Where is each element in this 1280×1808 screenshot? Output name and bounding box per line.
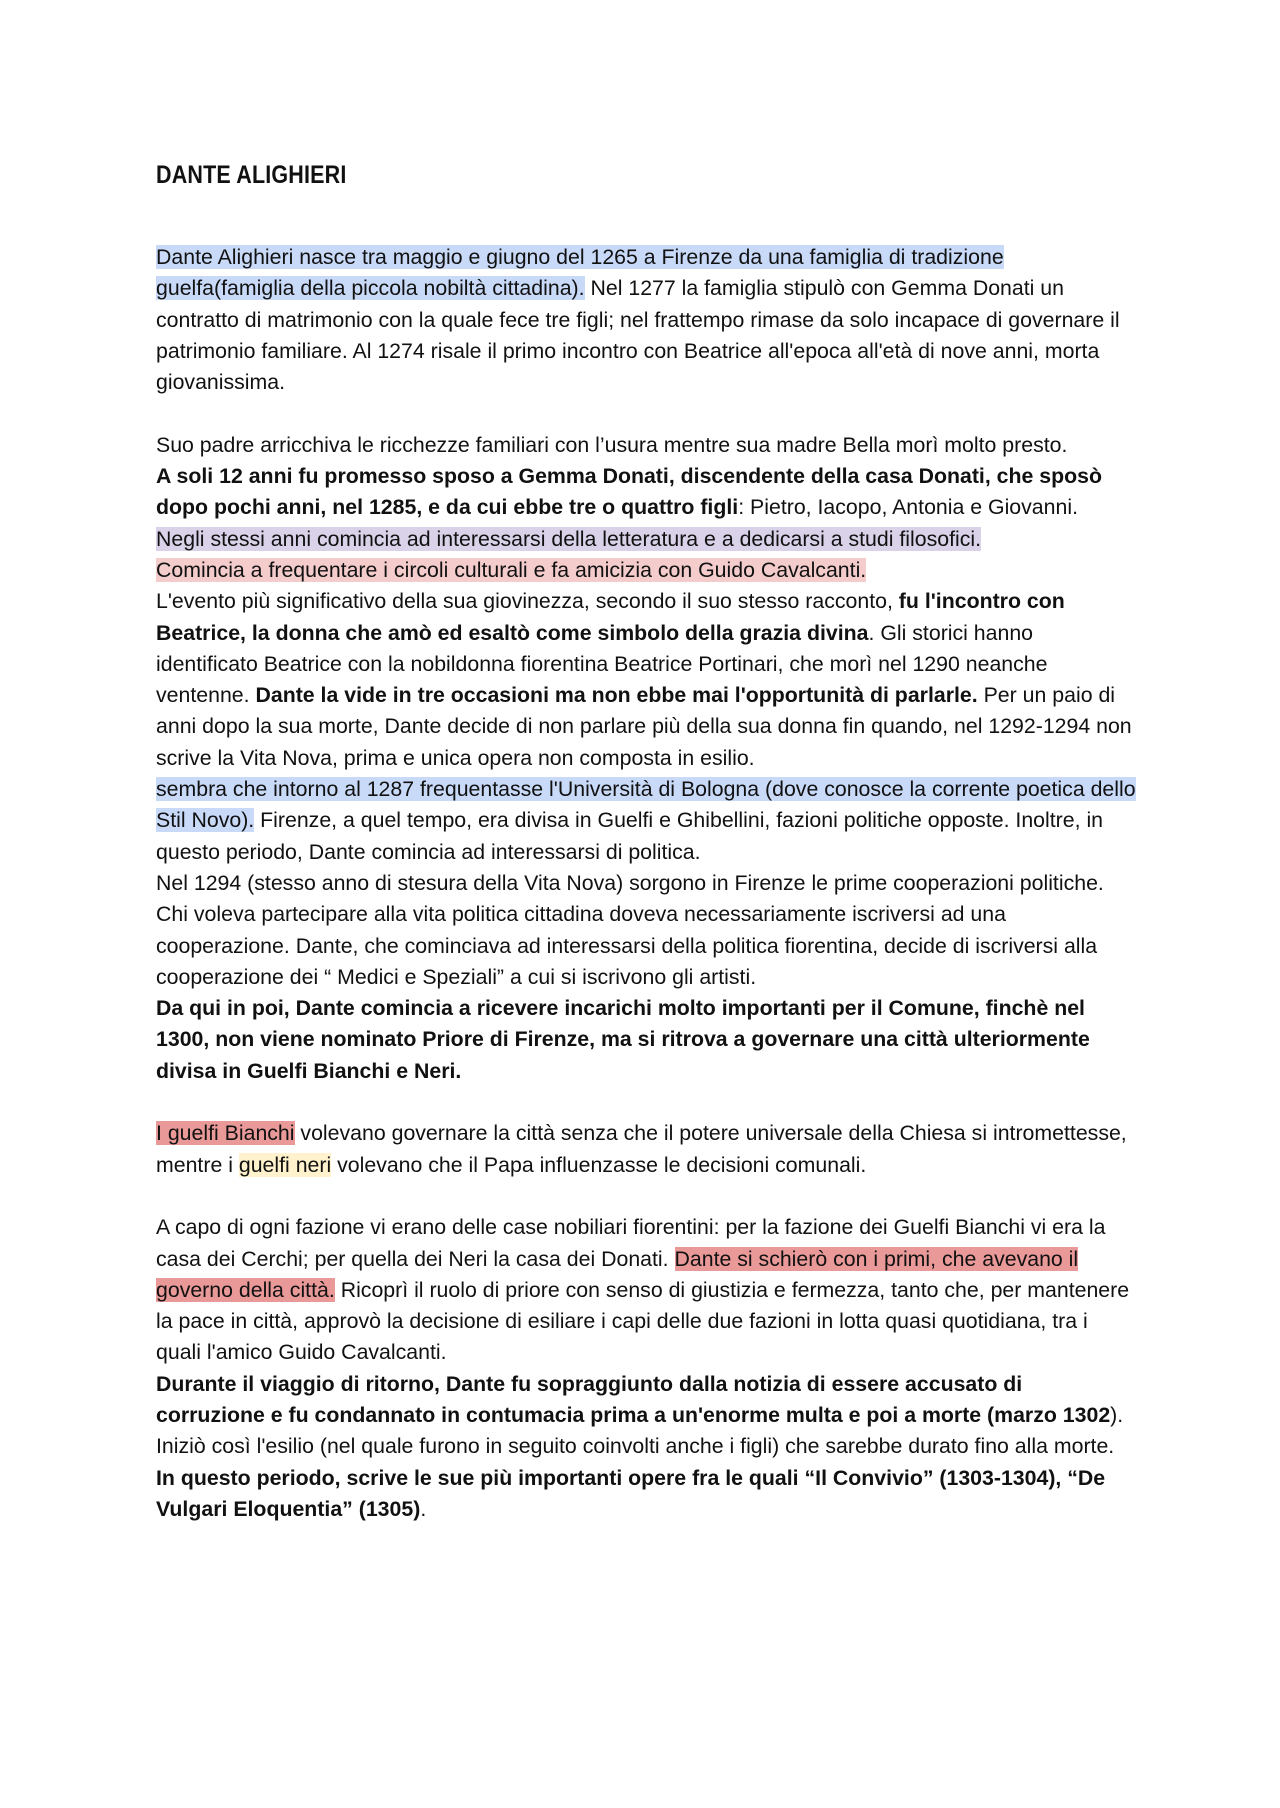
body-text: ). Iniziò così l'esilio (nel quale furono in seguito coinvolti anche i figli) che sarebbe durato fino alla morte. xyxy=(156,1402,1124,1459)
bold-text: In questo periodo, scrive le sue più importanti opere fra le quali “Il Convivio” (1303-1304), “De Vulgari Eloquentia” (1305) xyxy=(156,1465,1106,1521)
body-text: volevano governare la città senza che il potere universale della Chiesa si intromettesse, mentre i xyxy=(156,1121,1127,1177)
bold-text: A soli 12 anni fu promesso sposo a Gemma Donati, discendente della casa Donati, che sposò dopo pochi anni, nel 1285, e da cui ebbe tre o quattro figli xyxy=(156,464,1102,520)
highlight-red-text: Dante si schierò con i primi, che avevano il governo della città. xyxy=(156,1246,1079,1302)
highlight-red-text: I guelfi Bianchi xyxy=(156,1121,295,1146)
body-text: Nel 1277 la famiglia stipulò con Gemma Donati un contratto di matrimonio con la quale fece tre figli; nel frattempo rimase da solo incapace di governare il patrimonio familiare. Al 1274 risale il primo incontro con Beatrice all'epoca all'età di nove anni, morta giovanissima. xyxy=(156,276,1120,395)
body-text: Nel 1294 (stesso anno di stesura della Vita Nova) sorgono in Firenze le prime cooperazioni politiche. Chi voleva partecipare alla vita politica cittadina doveva necessariamente iscriversi ad una cooperazione. Dante, che cominciava ad interessarsi della politica fiorentina, decide di iscriversi alla cooperazione dei “ Medici e Speziali” a cui si iscrivono gli artisti. xyxy=(156,870,1104,989)
body-text: volevano che il Papa influenzasse le decisioni comunali. xyxy=(331,1152,867,1177)
paragraph-gap xyxy=(156,398,1136,429)
highlight-pink-text: Comincia a frequentare i circoli culturali e fa amicizia con Guido Cavalcanti. xyxy=(156,557,867,582)
body-text: Per un paio di anni dopo la sua morte, Dante decide di non parlare più della sua donna fin quando, nel 1292-1294 non scrive la Vita Nova, prima e unica opera non composta in esilio. xyxy=(156,683,1132,770)
paragraph-birth xyxy=(156,242,1136,398)
body-text: L'evento più significativo della sua giovinezza, secondo il suo stesso racconto, xyxy=(156,589,899,614)
body-text: . Gli storici hanno identificato Beatrice con la nobildonna fiorentina Beatrice Portinari, che morì nel 1290 neanche ventenne. xyxy=(156,620,1048,708)
bold-text: Dante la vide in tre occasioni ma non ebbe mai l'opportunità di parlarle. xyxy=(255,683,978,708)
highlight-yellow-text: guelfi neri xyxy=(238,1152,332,1177)
body-text: Suo padre arricchiva le ricchezze familiari con l’usura mentre sua madre Bella morì molto presto. xyxy=(156,432,1068,457)
paragraph-exile xyxy=(156,1212,1136,1525)
body-text: A capo di ogni fazione vi erano delle case nobiliari fiorentini: per la fazione dei Guelfi Bianchi vi era la casa dei Cerchi; per quella dei Neri la casa dei Donati. xyxy=(156,1215,1106,1271)
body-text: : Pietro, Iacopo, Antonia e Giovanni. xyxy=(738,495,1078,520)
page-title: DANTE ALIGHIERI xyxy=(156,161,347,189)
highlight-lavender-text: Negli stessi anni comincia ad interessarsi della letteratura e a dedicarsi a studi filosofici. xyxy=(156,526,982,551)
bold-text: Da qui in poi, Dante comincia a ricevere incarichi molto importanti per il Comune, finchè nel 1300, non viene nominato Priore di Firenze, ma si ritrova a governare una città ulteriormente divisa in Guelfi Bianchi e Neri. xyxy=(156,996,1090,1083)
body-text: Firenze, a quel tempo, era divisa in Guelfi e Ghibellini, fazioni politiche opposte. Inoltre, in questo periodo, Dante comincia ad interessarsi di politica. xyxy=(156,808,1104,864)
paragraph-youth xyxy=(156,430,1136,1087)
highlight-blue-text: Dante Alighieri nasce tra maggio e giugno del 1265 a Firenze da una famiglia di tradizione guelfa(famiglia della piccola nobiltà cittadina). xyxy=(156,245,1004,301)
paragraph-factions xyxy=(156,1118,1136,1181)
paragraph-gap xyxy=(156,1181,1136,1212)
body-text: . xyxy=(420,1496,427,1521)
paragraph-gap xyxy=(156,1087,1136,1118)
bold-text: fu l'incontro con Beatrice, la donna che amò ed esaltò come simbolo della grazia divina xyxy=(156,589,1065,645)
highlight-blue-text: sembra che intorno al 1287 frequentasse l'Università di Bologna (dove conosce la corrente poetica dello Stil Novo). xyxy=(156,777,1136,833)
body-text: Ricoprì il ruolo di priore con senso di giustizia e fermezza, tanto che, per mantenere la pace in città, approvò la decisione di esiliare i capi delle due fazioni in lotta quasi quotidiana, tra i quali l'amico Guido Cavalcanti. xyxy=(156,1277,1130,1365)
bold-text: Durante il viaggio di ritorno, Dante fu sopraggiunto dalla notizia di essere accusato di corruzione e fu condannato in contumacia prima a un'enorme multa e poi a morte (marzo 1302 xyxy=(156,1371,1111,1427)
document-page xyxy=(156,160,1136,1525)
